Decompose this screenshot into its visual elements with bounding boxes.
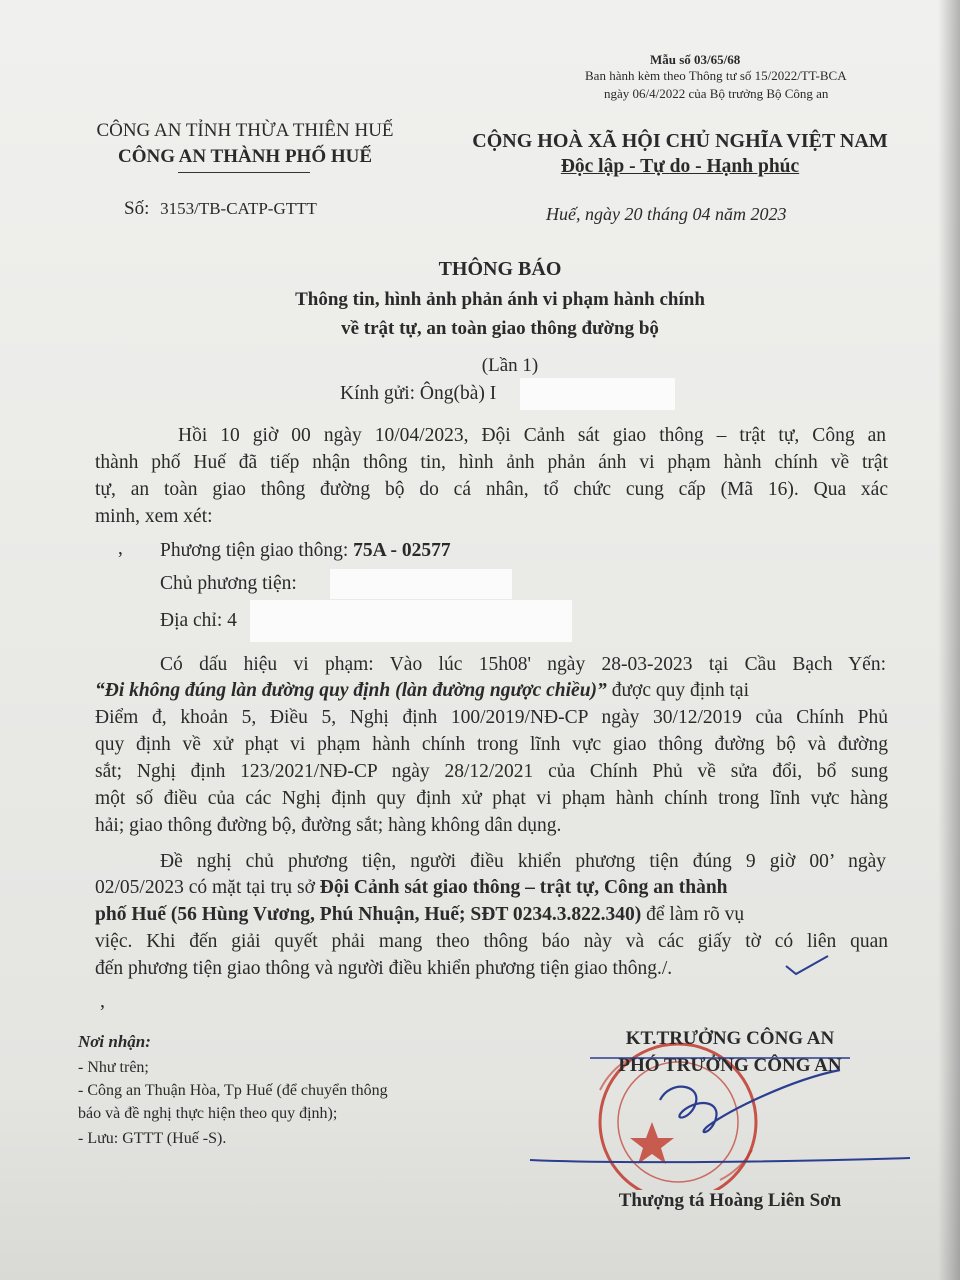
signature-line-2: PHÓ TRƯỞNG CÔNG AN — [618, 1055, 842, 1076]
violation-line-2 — [95, 680, 888, 702]
recipient-line: Kính gửi: Ông(bà) I — [340, 383, 497, 404]
signature-line-1: KT.TRƯỞNG CÔNG AN — [625, 1028, 835, 1049]
nation-motto-text: Độc lập - Tự do - Hạnh phúc — [560, 156, 800, 177]
form-issued-line2: ngày 06/4/2022 của Bộ trưởng Bộ Công an — [604, 86, 829, 101]
violation-quote: “Đi không đúng làn đường quy định (làn đường ngược chiều)” — [95, 680, 607, 701]
recipients-item-2-line-1: - Công an Thuận Hòa, Tp Huế (để chuyển thông — [78, 1082, 388, 1099]
nation-motto — [450, 156, 910, 178]
agency-underline — [178, 172, 310, 173]
request-line-4: việc. Khi đến giải quyết phải mang theo thông báo này và các giấy tờ có liên quan — [95, 931, 888, 952]
redaction-address — [250, 600, 572, 642]
redaction-owner — [330, 569, 512, 599]
violation-line-6: một số điều của các Nghị định quy định xử phạt vi phạm hành chính trong lĩnh vực hàng — [95, 788, 888, 809]
request-line-2-a: 02/05/2023 có mặt tại trụ sở — [95, 877, 320, 898]
vehicle-plate: 75A - 02577 — [353, 540, 451, 561]
document-number-label: Số: — [124, 198, 150, 219]
request-line-1: Đề nghị chủ phương tiện, người điều khiển phương tiện đúng 9 giờ 00’ ngày — [160, 851, 886, 872]
page-shadow — [938, 0, 960, 1280]
violation-line-3: Điểm đ, khoản 5, Điều 5, Nghị định 100/2019/NĐ-CP ngày 30/12/2019 của Chính Phủ — [95, 707, 888, 728]
agency-name: CÔNG AN THÀNH PHỐ HUẾ — [117, 146, 373, 167]
handwritten-signature-icon — [520, 1040, 920, 1180]
checkmark-icon — [780, 950, 840, 980]
violation-line-4: quy định về xử phạt vi phạm hành chính trong lĩnh vực giao thông đường bộ và đường — [95, 734, 888, 755]
request-line-3-rest: để làm rõ vụ — [641, 904, 745, 925]
notice-subtitle-1: Thông tin, hình ảnh phản ánh vi phạm hành chính — [295, 289, 705, 310]
nation-title: CỘNG HOÀ XÃ HỘI CHỦ NGHĨA VIỆT NAM — [472, 130, 888, 152]
notice-subtitle-2: về trật tự, an toàn giao thông đường bộ — [341, 318, 659, 339]
vehicle-label: Phương tiện giao thông: — [160, 540, 354, 561]
bullet-mark: , — [118, 538, 123, 559]
document-number — [124, 198, 317, 220]
place-date: Huế, ngày 20 tháng 04 năm 2023 — [546, 204, 787, 224]
recipients-item-1: - Như trên; — [78, 1059, 149, 1076]
recipients-title: Nơi nhận: — [78, 1032, 151, 1051]
request-line-2 — [95, 877, 888, 899]
form-number: Mẫu số 03/65/68 — [650, 52, 741, 67]
request-line-3 — [95, 904, 888, 926]
form-issued-line1: Ban hành kèm theo Thông tư số 15/2022/TT-BCA — [585, 68, 847, 83]
parent-agency: CÔNG AN TỈNH THỪA THIÊN HUẾ — [96, 120, 394, 141]
address-label: Địa chỉ: 4 — [160, 610, 237, 631]
redaction-recipient — [520, 378, 675, 410]
notice-title: THÔNG BÁO — [438, 258, 562, 280]
violation-line-1: Có dấu hiệu vi phạm: Vào lúc 15h08' ngày 28-03-2023 tại Cầu Bạch Yến: — [160, 654, 886, 675]
stray-mark: , — [100, 990, 105, 1012]
request-line-2-b: Đội Cảnh sát giao thông – trật tự, Công an thành — [319, 877, 728, 898]
violation-line-5: sắt; Nghị định 123/2021/NĐ-CP ngày 28/12/2021 của Chính Phủ về sửa đổi, bổ sung — [95, 761, 888, 782]
p1-line-2: thành phố Huế đã tiếp nhận thông tin, hình ảnh phản ánh vi phạm hành chính về trật — [95, 452, 888, 473]
recipients-item-2-line-2: báo và đề nghị thực hiện theo quy định); — [78, 1105, 338, 1122]
signer-name: Thượng tá Hoàng Liên Sơn — [618, 1190, 842, 1211]
request-line-3-b: phố Huế (56 Hùng Vương, Phú Nhuận, Huế; SĐT 0234.3.822.340) — [95, 904, 642, 925]
request-line-5: đến phương tiện giao thông và người điều khiển phương tiện giao thông./. — [95, 958, 673, 979]
p1-line-1: Hồi 10 giờ 00 ngày 10/04/2023, Đội Cảnh sát giao thông – trật tự, Công an — [178, 425, 886, 446]
document-number-value: 3153/TB-CATP-GTTT — [160, 199, 317, 218]
notice-round: (Lần 1) — [481, 355, 539, 376]
recipients-item-3: - Lưu: GTTT (Huế -S). — [78, 1130, 227, 1147]
vehicle-line — [160, 540, 451, 562]
owner-label: Chủ phương tiện: — [160, 573, 297, 594]
violation-line-7: hải; giao thông đường bộ, đường sắt; hàng không dân dụng. — [95, 815, 562, 836]
p1-line-4: minh, xem xét: — [95, 506, 213, 527]
p1-line-3: tự, an toàn giao thông đường bộ do cá nhân, tổ chức cung cấp (Mã 16). Qua xác — [95, 479, 888, 500]
violation-line-2-rest: được quy định tại — [606, 680, 750, 701]
